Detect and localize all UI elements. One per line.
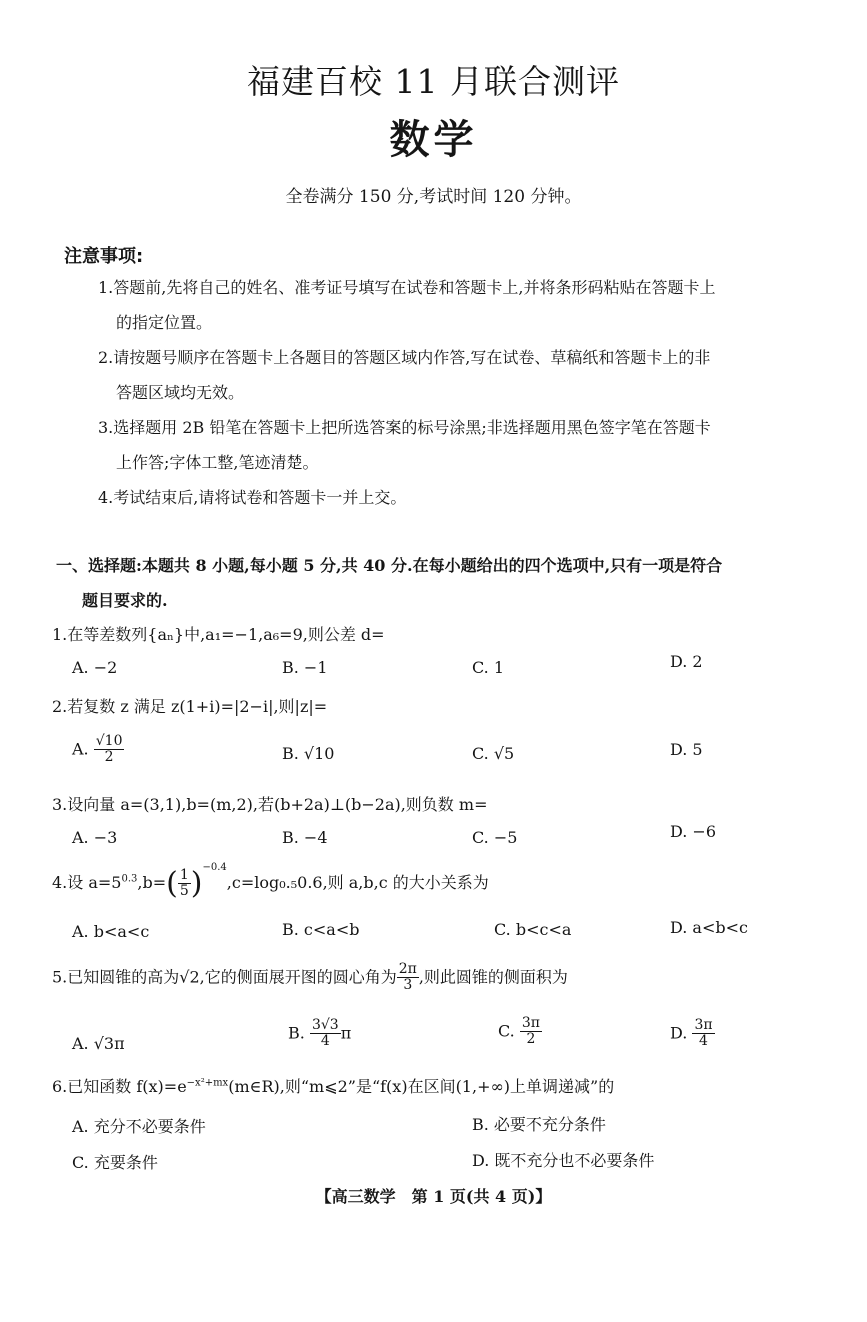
q3-stem: 3.设向量 a=(3,1),b=(m,2),若(b+2a)⊥(b−2a),则负数 m= <box>52 795 488 814</box>
q5-option-c-fraction <box>520 1016 542 1048</box>
q5-option-d-fraction <box>692 1018 714 1050</box>
q2-option-c: C. √5 <box>472 744 515 763</box>
q1-stem: 1.在等差数列{aₙ}中,a₁=−1,a₆=9,则公差 d= <box>52 625 385 644</box>
q5-stem-pre: 5.已知圆锥的高为√2,它的侧面展开图的圆心角为 <box>52 967 397 987</box>
q4-exp-2: −0.4 <box>202 862 227 873</box>
page-footer: 【高三数学 第 1 页(共 4 页)】 <box>315 1187 552 1206</box>
q6-option-b: B. 必要不充分条件 <box>472 1115 606 1134</box>
q1-option-d: D. 2 <box>670 652 703 671</box>
q5-option-d-num: 3π <box>694 1017 713 1033</box>
q4-frac-den: 5 <box>179 883 189 899</box>
q5-stem <box>52 962 568 994</box>
q5-option-d-label: D. <box>670 1023 688 1043</box>
q6-option-c: C. 充要条件 <box>72 1153 158 1172</box>
q4-stem <box>52 862 489 901</box>
q1-option-a: A. −2 <box>72 658 118 677</box>
q6-stem-post: (m∈R),则“m⩽2”是“f(x)在区间(1,+∞)上单调递减”的 <box>228 1077 615 1096</box>
q5-option-c <box>498 1016 542 1048</box>
note-1-line-1: 1.答题前,先将自己的姓名、准考证号填写在试卷和答题卡上,并将条形码粘贴在答题卡上 <box>98 278 716 297</box>
note-2-line-1: 2.请按题号顺序在答题卡上各题目的答题区域内作答,写在试卷、草稿纸和答题卡上的非 <box>98 348 711 367</box>
q6-option-d: D. 既不充分也不必要条件 <box>472 1151 655 1170</box>
q4-stem-pre: 4.设 a=5 <box>52 873 122 892</box>
q2-option-a-numerator: √10 <box>95 733 123 749</box>
section-1-heading-cont: 题目要求的. <box>82 591 168 610</box>
q5-angle-den: 3 <box>403 977 413 994</box>
note-4-line-1: 4.考试结束后,请将试卷和答题卡一并上交。 <box>98 488 407 507</box>
note-2-line-2: 答题区域均无效。 <box>116 383 245 402</box>
q5-option-a: A. √3π <box>72 1034 125 1053</box>
q3-option-a: A. −3 <box>72 828 118 847</box>
q5-option-b-den: 4 <box>320 1033 330 1050</box>
q5-option-c-den: 2 <box>526 1031 536 1048</box>
q5-option-b-fraction <box>310 1018 341 1050</box>
q5-option-c-label: C. <box>498 1021 515 1041</box>
q4-fraction <box>178 868 191 900</box>
q5-stem-post: ,则此圆锥的侧面积为 <box>418 967 568 987</box>
q4-option-a: A. b<a<c <box>72 922 150 941</box>
q4-left-paren: ( <box>166 866 178 901</box>
q4-option-c: C. b<c<a <box>494 920 572 939</box>
q5-option-b-num: 3√3 <box>311 1017 339 1033</box>
q5-angle-fraction <box>397 962 419 994</box>
q5-option-b <box>288 1018 351 1050</box>
q3-option-b: B. −4 <box>282 828 328 847</box>
q3-option-d: D. −6 <box>670 822 717 841</box>
q6-stem <box>52 1074 614 1097</box>
q5-option-b-label: B. <box>288 1023 305 1043</box>
q4-frac-num: 1 <box>179 866 189 883</box>
notes-heading: 注意事项: <box>64 246 144 267</box>
q2-option-a-label: A. <box>72 739 89 759</box>
q6-option-a: A. 充分不必要条件 <box>72 1117 206 1136</box>
q4-right-paren: ) <box>190 866 203 901</box>
q1-option-b: B. −1 <box>282 658 328 677</box>
q5-option-c-num: 3π <box>521 1015 540 1031</box>
q4-option-b: B. c<a<b <box>282 920 360 939</box>
note-1-line-2: 的指定位置。 <box>116 313 213 332</box>
q5-angle-num: 2π <box>398 961 417 977</box>
q2-option-a <box>72 734 124 766</box>
q1-option-c: C. 1 <box>472 658 505 677</box>
q2-option-a-denominator: 2 <box>104 749 114 766</box>
q5-option-d-den: 4 <box>699 1033 708 1050</box>
exam-info: 全卷满分 150 分,考试时间 120 分钟。 <box>285 187 582 207</box>
q2-stem: 2.若复数 z 满足 z(1+i)=|2−i|,则|z|= <box>52 697 328 716</box>
q4-stem-mid: ,b= <box>137 873 167 892</box>
q5-option-d <box>670 1018 715 1050</box>
subject-title: 数学 <box>389 117 478 163</box>
exam-title: 福建百校 11 月联合测评 <box>247 62 620 101</box>
section-1-heading: 一、选择题:本题共 8 小题,每小题 5 分,共 40 分.在每小题给出的四个选项中,只有一项是符合 <box>56 556 723 575</box>
q6-exp: −x²+mx <box>186 1077 229 1089</box>
q6-stem-pre: 6.已知函数 f(x)=e <box>52 1077 187 1096</box>
note-3-line-2: 上作答;字体工整,笔迹清楚。 <box>116 453 319 472</box>
q4-exp-1: 0.3 <box>121 873 138 885</box>
note-3-line-1: 3.选择题用 2B 铅笔在答题卡上把所选答案的标号涂黑;非选择题用黑色签字笔在答题卡 <box>98 418 711 437</box>
q2-option-a-fraction <box>94 734 125 766</box>
q3-option-c: C. −5 <box>472 828 518 847</box>
q4-option-d: D. a<b<c <box>670 918 748 937</box>
q2-option-b: B. √10 <box>282 744 335 763</box>
q4-stem-post: ,c=log₀.₅0.6,则 a,b,c 的大小关系为 <box>226 873 489 892</box>
q2-option-d: D. 5 <box>670 740 703 759</box>
q5-option-b-tail: π <box>340 1023 352 1043</box>
